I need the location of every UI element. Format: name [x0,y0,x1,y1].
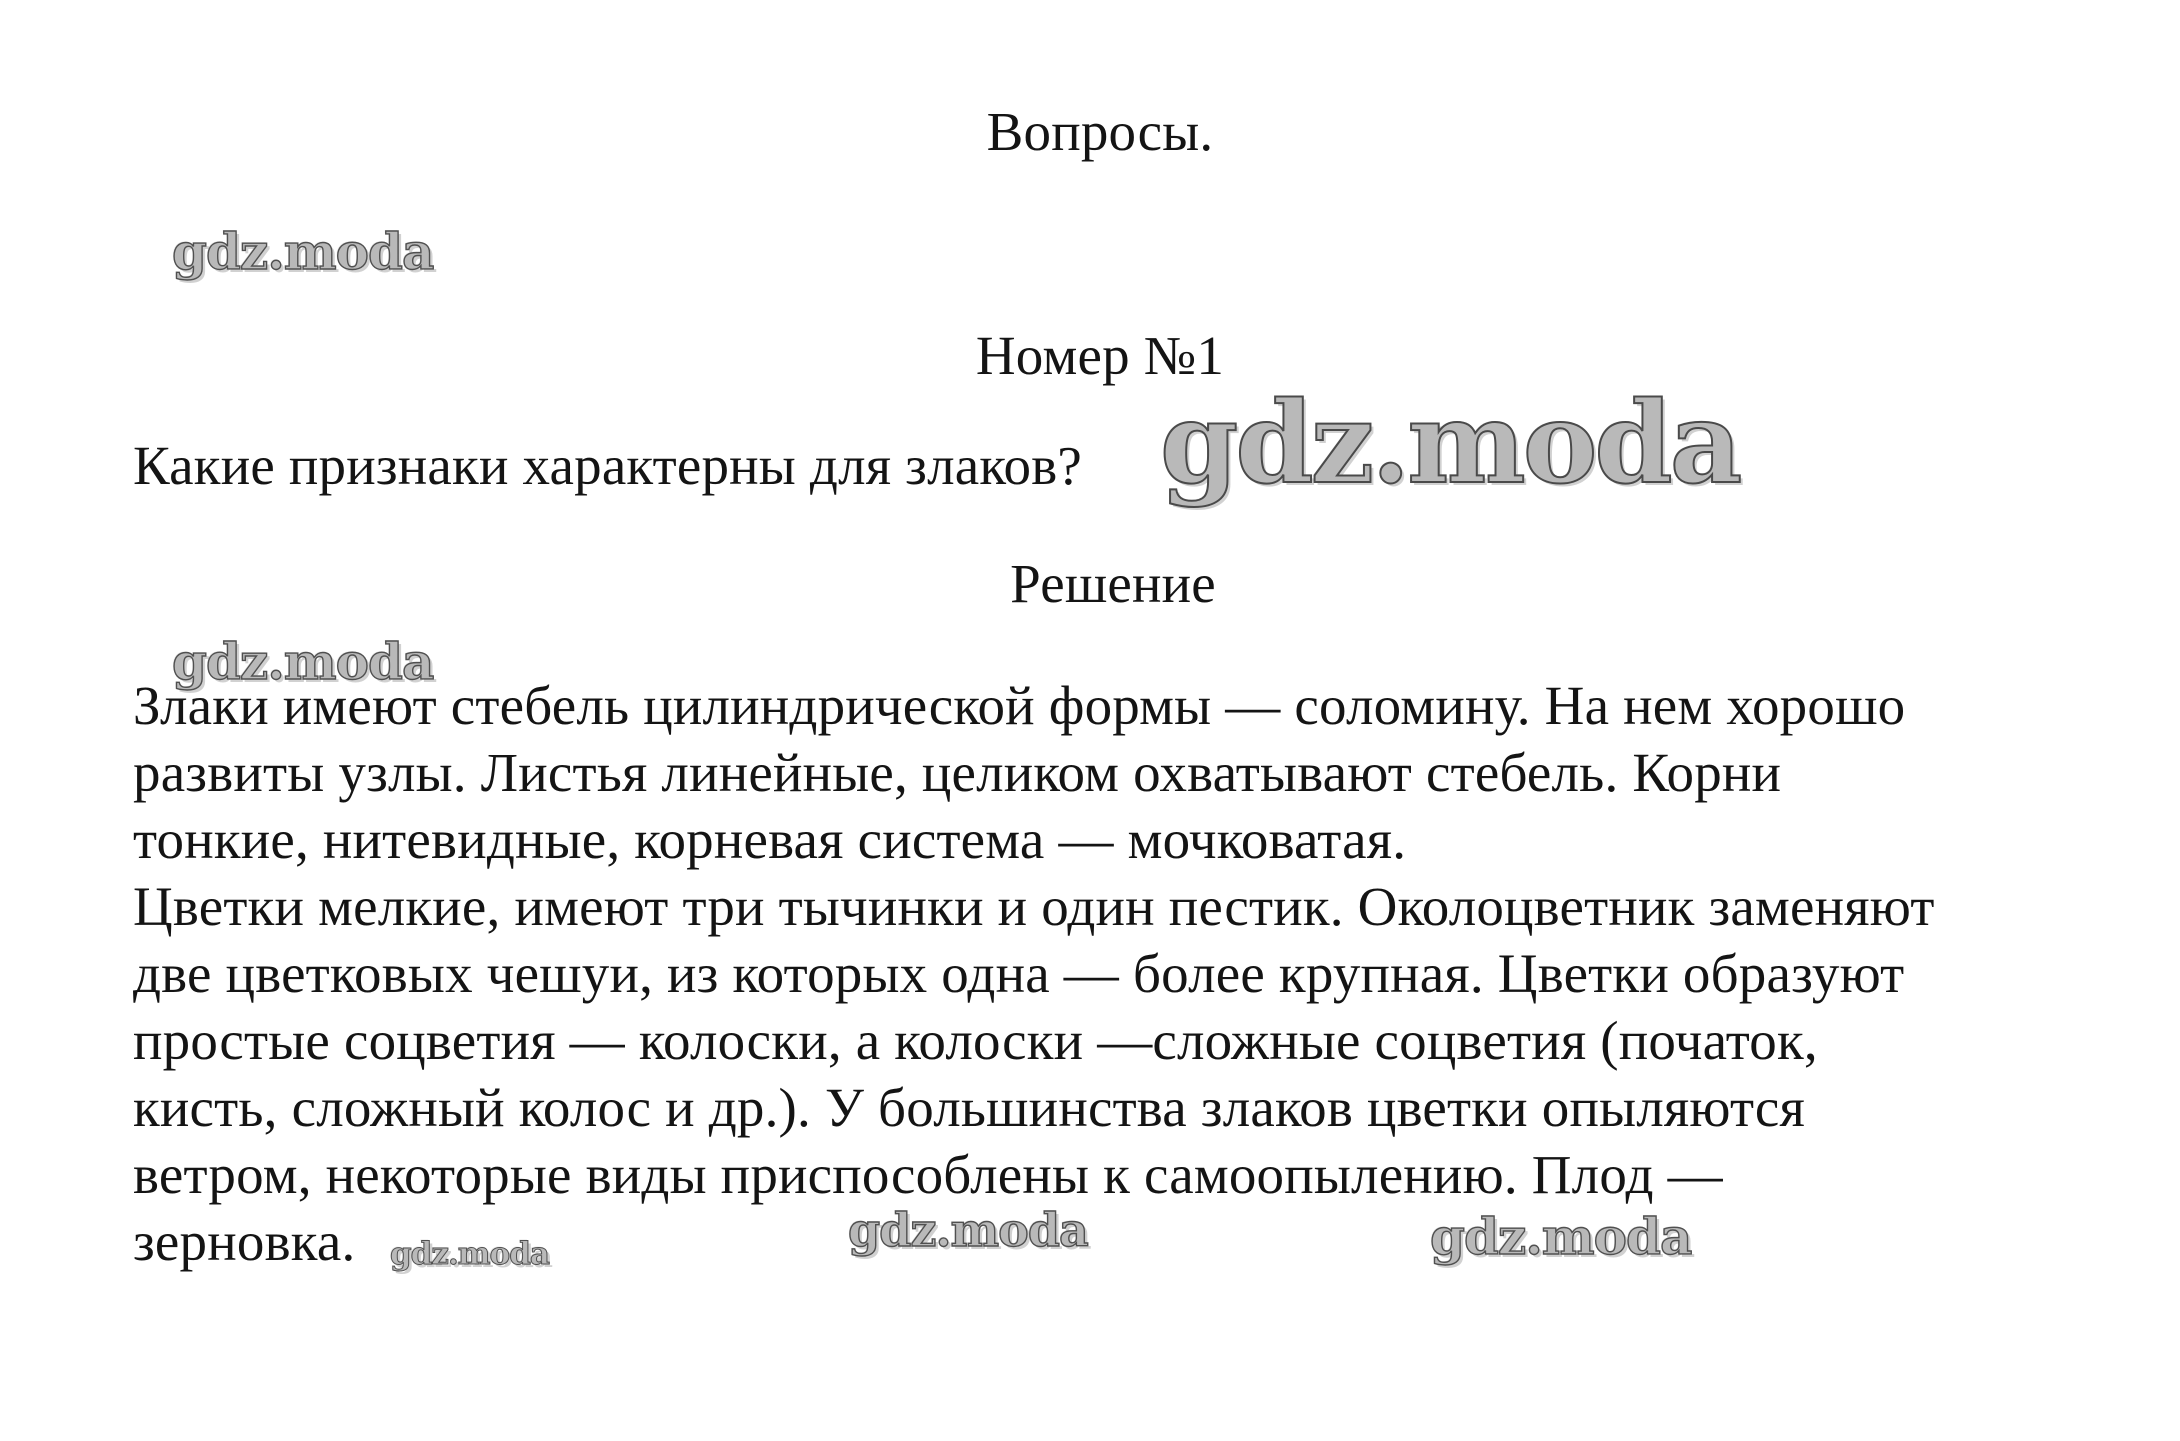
watermark: gdz.moda [172,222,434,281]
answer-line: две цветковых чешуи, из которых одна — более крупная. Цветки образуют [133,943,1905,1004]
solution-heading: Решение [1010,553,1216,614]
answer-line: Злаки имеют стебель цилиндрической формы — соломину. На нем хорошо [133,675,1906,736]
answer-line: развиты узлы. Листья линейные, целиком охватывают стебель. Корни [133,742,1782,803]
watermark: gdz.moda [172,632,434,691]
watermark: gdz.moda [848,1203,1088,1257]
exercise-number-title: Номер №1 [975,325,1225,386]
watermark: gdz.moda [1160,378,1740,509]
answer-line: простые соцветия — колоски, а колоски —сложные соцветия (початок, [133,1010,1818,1071]
section-heading: Вопросы. [986,101,1214,162]
question-text: Какие признаки характерны для злаков? [133,435,1082,496]
answer-line: зерновка. [133,1211,356,1272]
answer-line: кисть, сложный колос и др.). У большинства злаков цветки опыляются [133,1077,1805,1138]
watermark: gdz.moda [390,1236,549,1272]
answer-line: ветром, некоторые виды приспособлены к самоопылению. Плод — [133,1144,1723,1205]
answer-line: Цветки мелкие, имеют три тычинки и один пестик. Околоцветник заменяют [133,876,1935,937]
watermark: gdz.moda [1430,1207,1692,1266]
answer-line: тонкие, нитевидные, корневая система — мочковатая. [133,809,1407,870]
